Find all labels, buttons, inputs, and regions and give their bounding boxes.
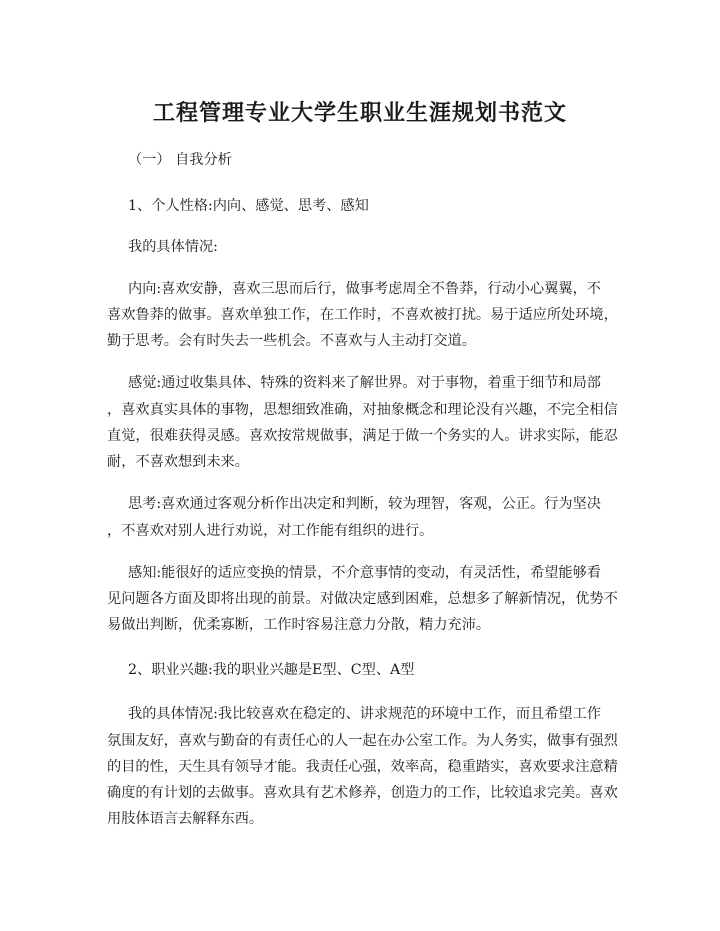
section-heading: （一） 自我分析: [128, 152, 232, 168]
paragraph-line: ，喜欢真实具体的事物，思想细致准确，对抽象概念和理论没有兴趣，不完全相信: [107, 402, 618, 418]
paragraph-line: 感觉:通过收集具体、特殊的资料来了解世界。对于事物，着重于细节和局部: [128, 375, 601, 391]
document-title: 工程管理专业大学生职业生涯规划书范文: [152, 100, 567, 126]
subsection-heading: 1、个人性格:内向、感觉、思考、感知: [128, 198, 369, 214]
paragraph-line: 的目的性，天生具有领导才能。我责任心强，效率高，稳重踏实，喜欢要求注意精: [107, 759, 618, 775]
paragraph-line: 用肢体语言去解释东西。: [107, 811, 264, 827]
paragraph-line: 见问题各方面及即将出现的前景。对做决定感到困难，总想多了解新情况，优势不: [107, 591, 618, 607]
paragraph-line: 我的具体情况:我比较喜欢在稳定的、讲求规范的环境中工作，而且希望工作: [128, 706, 601, 722]
paragraph-line: 耐，不喜欢想到未来。: [107, 454, 249, 470]
subsection-heading: 2、职业兴趣:我的职业兴趣是E型、C型、A型: [128, 662, 415, 678]
paragraph-line: 确度的有计划的去做事。喜欢具有艺术修养，创造力的工作，比较追求完美。喜欢: [107, 785, 618, 801]
paragraph-line: 易做出判断，优柔寡断，工作时容易注意力分散，精力充沛。: [107, 617, 491, 633]
paragraph-line: 内向:喜欢安静，喜欢三思而后行，做事考虑周全不鲁莽，行动小心翼翼，不: [128, 281, 601, 297]
paragraph-line: 思考:喜欢通过客观分析作出决定和判断，较为理智，客观，公正。行为坚决: [128, 496, 601, 512]
paragraph-line: 直觉，很难获得灵感。喜欢按常规做事，满足于做一个务实的人。讲求实际，能忍: [107, 428, 618, 444]
paragraph-label: 我的具体情况:: [128, 239, 218, 255]
paragraph-line: 喜欢鲁莽的做事。喜欢单独工作，在工作时，不喜欢被打扰。易于适应所处环境，: [107, 307, 618, 323]
paragraph-line: 勤于思考。会有时失去一些机会。不喜欢与人主动打交道。: [107, 333, 476, 349]
paragraph-line: ，不喜欢对别人进行劝说，对工作能有组织的进行。: [107, 523, 434, 539]
paragraph-line: 感知:能很好的适应变换的情景，不介意事情的变动，有灵活性，希望能够看: [128, 565, 601, 581]
paragraph-line: 氛围友好，喜欢与勤奋的有责任心的人一起在办公室工作。为人务实，做事有强烈: [107, 733, 618, 749]
